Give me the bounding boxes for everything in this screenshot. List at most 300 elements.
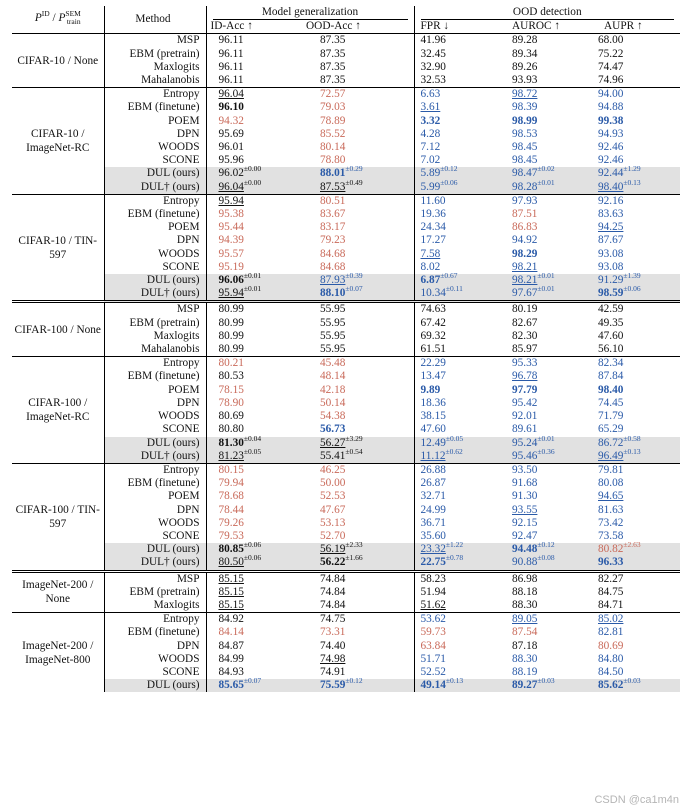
id-acc-cell: [206, 370, 296, 383]
table-row: [12, 317, 680, 330]
value: 79.23: [320, 234, 346, 247]
auroc-cell: [504, 330, 592, 343]
fpr-cell: [414, 653, 504, 666]
value: 98.39: [512, 101, 538, 114]
value: 94.88: [598, 101, 624, 114]
value: 42.18: [320, 383, 346, 396]
auroc-cell: [504, 586, 592, 599]
ood-acc-cell: [296, 208, 414, 221]
table-row: [12, 330, 680, 343]
value: 59.73: [420, 626, 446, 639]
value: 55.95: [320, 303, 346, 316]
table-row: [12, 248, 680, 261]
fpr-cell: [414, 177, 504, 195]
fpr-cell: [414, 61, 504, 74]
table-row: [12, 450, 680, 464]
table-row: [12, 101, 680, 114]
id-acc-cell: [206, 128, 296, 141]
value: 17.27: [420, 234, 446, 247]
aupr-cell: [592, 302, 680, 317]
std-dev: ±0.01: [243, 271, 262, 281]
method-cell: Mahalanobis: [104, 343, 206, 357]
value: 52.53: [320, 490, 346, 503]
auroc-cell: [504, 613, 592, 627]
value: 80.51: [320, 194, 346, 207]
table-row: [12, 194, 680, 208]
fpr-cell: [414, 208, 504, 221]
auroc-cell: [504, 115, 592, 128]
value: 94.93: [598, 127, 624, 140]
value: 49.14: [420, 679, 446, 692]
value: 80.85: [218, 543, 244, 556]
auroc-cell: [504, 128, 592, 141]
value: 74.91: [320, 665, 346, 678]
table-row: [12, 141, 680, 154]
method-cell: EBM (finetune): [104, 477, 206, 490]
auroc-cell: [504, 463, 592, 477]
value: 84.68: [320, 247, 346, 260]
value: 95.69: [218, 127, 244, 140]
value: 96.11: [218, 47, 244, 60]
fpr-cell: [414, 517, 504, 530]
value: 97.93: [512, 194, 538, 207]
value: 80.99: [218, 329, 244, 342]
fpr-cell: [414, 141, 504, 154]
value: 63.84: [420, 639, 446, 652]
id-acc-cell: [206, 626, 296, 639]
value: 95.33: [512, 357, 538, 370]
value: 80.53: [218, 370, 244, 383]
value: 84.68: [320, 260, 346, 273]
value: 72.57: [320, 88, 346, 101]
ood-acc-cell: [296, 517, 414, 530]
value: 88.01: [320, 167, 346, 180]
auroc-cell: [504, 357, 592, 371]
value: 82.27: [598, 572, 624, 585]
fpr-cell: [414, 586, 504, 599]
fpr-cell: [414, 676, 504, 692]
value: 87.35: [320, 60, 346, 73]
dataset-header: $P^{ID} / P^{SEM}_{train}$: [12, 6, 104, 34]
method-cell: POEM: [104, 384, 206, 397]
value: 73.42: [598, 516, 624, 529]
table-row: [12, 599, 680, 613]
value: 94.32: [218, 114, 244, 127]
value: 80.69: [218, 410, 244, 423]
auroc-cell: [504, 61, 592, 74]
table-row: [12, 679, 680, 692]
value: 3.32: [420, 114, 441, 127]
value: 85.97: [512, 343, 538, 356]
value: 92.47: [512, 529, 538, 542]
value: 95.94: [218, 287, 244, 300]
value: 94.39: [218, 234, 244, 247]
value: 47.67: [320, 503, 346, 516]
fpr-cell: [414, 640, 504, 653]
id-acc-cell: [206, 248, 296, 261]
method-cell: EBM (pretrain): [104, 48, 206, 61]
value: 79.94: [218, 477, 244, 490]
value: 89.27: [512, 679, 538, 692]
value: 55.95: [320, 316, 346, 329]
std-dev: ±0.49: [345, 177, 363, 187]
value: 80.99: [218, 303, 244, 316]
value: 95.46: [512, 449, 538, 462]
fpr-cell: [414, 626, 504, 639]
value: 87.35: [320, 47, 346, 60]
id-acc-cell: [206, 553, 296, 571]
aupr-cell: [592, 504, 680, 517]
std-dev: ±0.07: [243, 676, 262, 686]
dataset-cell: CIFAR-100 / None: [12, 302, 104, 357]
value: 79.03: [320, 101, 346, 114]
ood-acc-cell: [296, 384, 414, 397]
value: 48.14: [320, 370, 346, 383]
dataset-cell: CIFAR-10 / ImageNet-RC: [12, 88, 104, 195]
value: 97.79: [512, 383, 538, 396]
aupr-cell: [592, 357, 680, 371]
value: 82.30: [512, 329, 538, 342]
aupr-cell: [592, 317, 680, 330]
aupr-cell: [592, 128, 680, 141]
auroc-cell: [504, 248, 592, 261]
fpr-cell: [414, 317, 504, 330]
results-table: [12, 6, 680, 692]
ood-acc-cell: [296, 397, 414, 410]
fpr-cell: [414, 599, 504, 613]
value: 80.19: [512, 303, 538, 316]
id-acc-cell: [206, 194, 296, 208]
ood-acc-cell: [296, 370, 414, 383]
value: 80.99: [218, 316, 244, 329]
method-cell: MSP: [104, 34, 206, 48]
aupr-cell: [592, 61, 680, 74]
value: 91.29: [598, 274, 624, 287]
id-acc-cell: [206, 115, 296, 128]
std-dev: ±2.33: [345, 540, 363, 550]
table-row: [12, 48, 680, 61]
value: 7.12: [420, 141, 441, 154]
auroc-cell: [504, 504, 592, 517]
value: 96.11: [218, 74, 244, 87]
value: 96.06: [218, 274, 244, 287]
value: 12.49: [420, 436, 446, 449]
value: 88.18: [512, 585, 538, 598]
value: 73.31: [320, 626, 346, 639]
std-dev: ±0.01: [537, 284, 555, 294]
aupr-cell: [592, 34, 680, 48]
value: 65.29: [598, 423, 624, 436]
value: 56.22: [320, 556, 346, 569]
method-cell: WOODS: [104, 141, 206, 154]
aupr-cell: [592, 88, 680, 102]
ood-acc-cell: [296, 463, 414, 477]
id-acc-cell: [206, 653, 296, 666]
auroc-cell: [504, 234, 592, 247]
value: 26.88: [420, 463, 446, 476]
aupr-cell: [592, 284, 680, 302]
value: 82.81: [598, 626, 624, 639]
ood-acc-cell: [296, 248, 414, 261]
method-cell: SCONE: [104, 423, 206, 436]
value: 87.84: [598, 370, 624, 383]
value: 96.78: [512, 370, 538, 383]
value: 95.24: [512, 436, 538, 449]
ood-acc-cell: [296, 613, 414, 627]
ood-acc-cell: [296, 194, 414, 208]
id-acc-cell: [206, 88, 296, 102]
value: 46.25: [320, 463, 346, 476]
ood-acc-cell: [296, 317, 414, 330]
id-acc-cell: [206, 234, 296, 247]
method-cell: DUL (ours): [104, 274, 206, 287]
fpr-cell: [414, 164, 504, 180]
value: 84.92: [218, 613, 244, 626]
method-cell: POEM: [104, 115, 206, 128]
value: 97.67: [512, 287, 538, 300]
method-cell: DUL (ours): [104, 437, 206, 450]
value: 96.11: [218, 34, 244, 47]
value: 78.44: [218, 503, 244, 516]
value: 9.89: [420, 383, 441, 396]
aupr-cell: [592, 490, 680, 503]
value: 89.05: [512, 613, 538, 626]
value: 96.02: [218, 167, 244, 180]
value: 79.53: [218, 529, 244, 542]
value: 84.93: [218, 665, 244, 678]
aupr-cell: [592, 221, 680, 234]
method-cell: SCONE: [104, 666, 206, 679]
table-row: [12, 208, 680, 221]
auroc-cell: [504, 141, 592, 154]
value: 92.46: [598, 154, 624, 167]
ood-detection-header: OOD detection: [414, 6, 680, 20]
value: 67.42: [420, 316, 446, 329]
table-row: [12, 357, 680, 371]
value: 32.71: [420, 490, 446, 503]
id-acc-cell: [206, 208, 296, 221]
id-acc-cell: [206, 463, 296, 477]
value: 96.11: [218, 60, 244, 73]
value: 98.28: [512, 180, 538, 193]
value: 74.84: [320, 572, 346, 585]
fpr-cell: [414, 343, 504, 357]
table-row: [12, 640, 680, 653]
table-row: [12, 302, 680, 317]
id-acc-cell: [206, 640, 296, 653]
value: 87.35: [320, 34, 346, 47]
fpr-cell: [414, 553, 504, 571]
auroc-cell: [504, 88, 592, 102]
value: 83.17: [320, 221, 346, 234]
table-row: [12, 384, 680, 397]
value: 6.63: [420, 88, 441, 101]
value: 85.02: [598, 613, 624, 626]
auroc-cell: [504, 177, 592, 195]
value: 69.32: [420, 329, 446, 342]
auroc-cell: [504, 477, 592, 490]
table-row: [12, 181, 680, 195]
value: 51.62: [420, 598, 446, 611]
ood-acc-cell: [296, 88, 414, 102]
ood-acc-cell: [296, 640, 414, 653]
auroc-cell: [504, 302, 592, 317]
std-dev: ±0.12: [537, 540, 555, 550]
auroc-cell: [504, 599, 592, 613]
value: 98.21: [512, 260, 538, 273]
auroc-cell: [504, 571, 592, 586]
dataset-cell: ImageNet-200 / ImageNet-800: [12, 613, 104, 693]
value: 95.44: [218, 221, 244, 234]
value: 85.15: [218, 572, 244, 585]
value: 78.90: [218, 396, 244, 409]
id-acc-cell: [206, 221, 296, 234]
value: 98.40: [598, 383, 624, 396]
std-dev: ±0.54: [345, 446, 363, 456]
value: 55.41: [320, 449, 346, 462]
table-row: [12, 463, 680, 477]
value: 49.35: [598, 316, 624, 329]
std-dev: ±0.13: [623, 446, 641, 456]
id-acc-cell: [206, 284, 296, 302]
aupr-cell: [592, 556, 680, 571]
value: 80.69: [598, 639, 624, 652]
value: 75.22: [598, 47, 624, 60]
value: 88.19: [512, 665, 538, 678]
value: 78.80: [320, 154, 346, 167]
table-row: [12, 586, 680, 599]
value: 74.98: [320, 652, 346, 665]
std-dev: ±0.29: [345, 164, 363, 174]
aupr-cell: [592, 330, 680, 343]
value: 58.23: [420, 572, 446, 585]
std-dev: ±0.67: [440, 271, 458, 281]
value: 88.30: [512, 598, 538, 611]
fpr-cell: [414, 357, 504, 371]
value: 80.21: [218, 357, 244, 370]
std-dev: ±0.78: [445, 553, 464, 563]
table-row: [12, 234, 680, 247]
auroc-cell: [504, 553, 592, 571]
ood-acc-cell: [296, 357, 414, 371]
dataset-cell: CIFAR-10 / TIN-597: [12, 194, 104, 302]
id-acc-cell: [206, 34, 296, 48]
auroc-cell: [504, 370, 592, 383]
value: 82.67: [512, 316, 538, 329]
value: 7.02: [420, 154, 441, 167]
fpr-cell: [414, 504, 504, 517]
value: 84.50: [598, 665, 624, 678]
value: 74.75: [320, 613, 346, 626]
std-dev: ±0.01: [537, 177, 555, 187]
table-row: [12, 88, 680, 102]
value: 41.96: [420, 34, 446, 47]
value: 94.00: [598, 88, 624, 101]
aupr-cell: [592, 540, 680, 556]
method-cell: EBM (finetune): [104, 101, 206, 114]
value: 74.84: [320, 598, 346, 611]
ood-acc-cell: [296, 61, 414, 74]
method-header: Method: [104, 6, 206, 34]
value: 92.16: [598, 194, 624, 207]
table-row: [12, 653, 680, 666]
ood-acc-cell: [296, 141, 414, 154]
auroc-cell: [504, 410, 592, 423]
auroc-header: AUROC ↑: [512, 20, 561, 33]
fpr-cell: [414, 613, 504, 627]
value: 61.51: [420, 343, 446, 356]
auroc-cell: [504, 208, 592, 221]
value: 94.48: [512, 543, 538, 556]
std-dev: ±0.03: [623, 676, 641, 686]
aupr-cell: [592, 410, 680, 423]
value: 80.99: [218, 343, 244, 356]
method-cell: DUL (ours): [104, 543, 206, 556]
method-cell: DUL† (ours): [104, 181, 206, 195]
table-row: [12, 34, 680, 48]
ood-acc-cell: [296, 101, 414, 114]
ood-acc-cell: [296, 626, 414, 639]
aupr-cell: [592, 234, 680, 247]
std-dev: ±0.06: [440, 177, 458, 187]
value: 53.13: [320, 516, 346, 529]
value: 85.65: [218, 679, 244, 692]
value: 50.00: [320, 477, 346, 490]
value: 83.67: [320, 208, 346, 221]
value: 56.19: [320, 543, 346, 556]
model-generalization-header: Model generalization: [206, 6, 414, 20]
value: 95.38: [218, 208, 244, 221]
method-cell: DPN: [104, 234, 206, 247]
ood-acc-cell: [296, 676, 414, 692]
aupr-cell: [592, 613, 680, 627]
auroc-cell: [504, 194, 592, 208]
id-acc-cell: [206, 676, 296, 692]
value: 78.68: [218, 490, 244, 503]
value: 52.70: [320, 529, 346, 542]
value: 92.46: [598, 141, 624, 154]
id-acc-cell: [206, 302, 296, 317]
value: 32.53: [420, 74, 446, 87]
method-cell: WOODS: [104, 410, 206, 423]
std-dev: ±0.08: [537, 553, 555, 563]
value: 4.28: [420, 127, 441, 140]
auroc-cell: [504, 446, 592, 464]
id-acc-cell: [206, 410, 296, 423]
fpr-cell: [414, 330, 504, 343]
fpr-cell: [414, 397, 504, 410]
fpr-cell: [414, 477, 504, 490]
aupr-cell: [592, 571, 680, 586]
id-acc-cell: [206, 317, 296, 330]
ood-acc-cell: [296, 221, 414, 234]
std-dev: ±0.00: [243, 164, 262, 174]
value: 88.10: [320, 287, 346, 300]
value: 85.15: [218, 598, 244, 611]
std-dev: ±2.63: [623, 540, 641, 550]
table-row: [12, 287, 680, 302]
value: 98.59: [598, 287, 624, 300]
value: 32.45: [420, 47, 446, 60]
aupr-cell: [592, 248, 680, 261]
value: 68.00: [598, 34, 624, 47]
value: 7.58: [420, 247, 441, 260]
method-cell: SCONE: [104, 154, 206, 167]
auroc-cell: [504, 676, 592, 692]
method-cell: Entropy: [104, 463, 206, 477]
std-dev: ±0.62: [445, 446, 463, 456]
method-cell: DUL (ours): [104, 679, 206, 692]
